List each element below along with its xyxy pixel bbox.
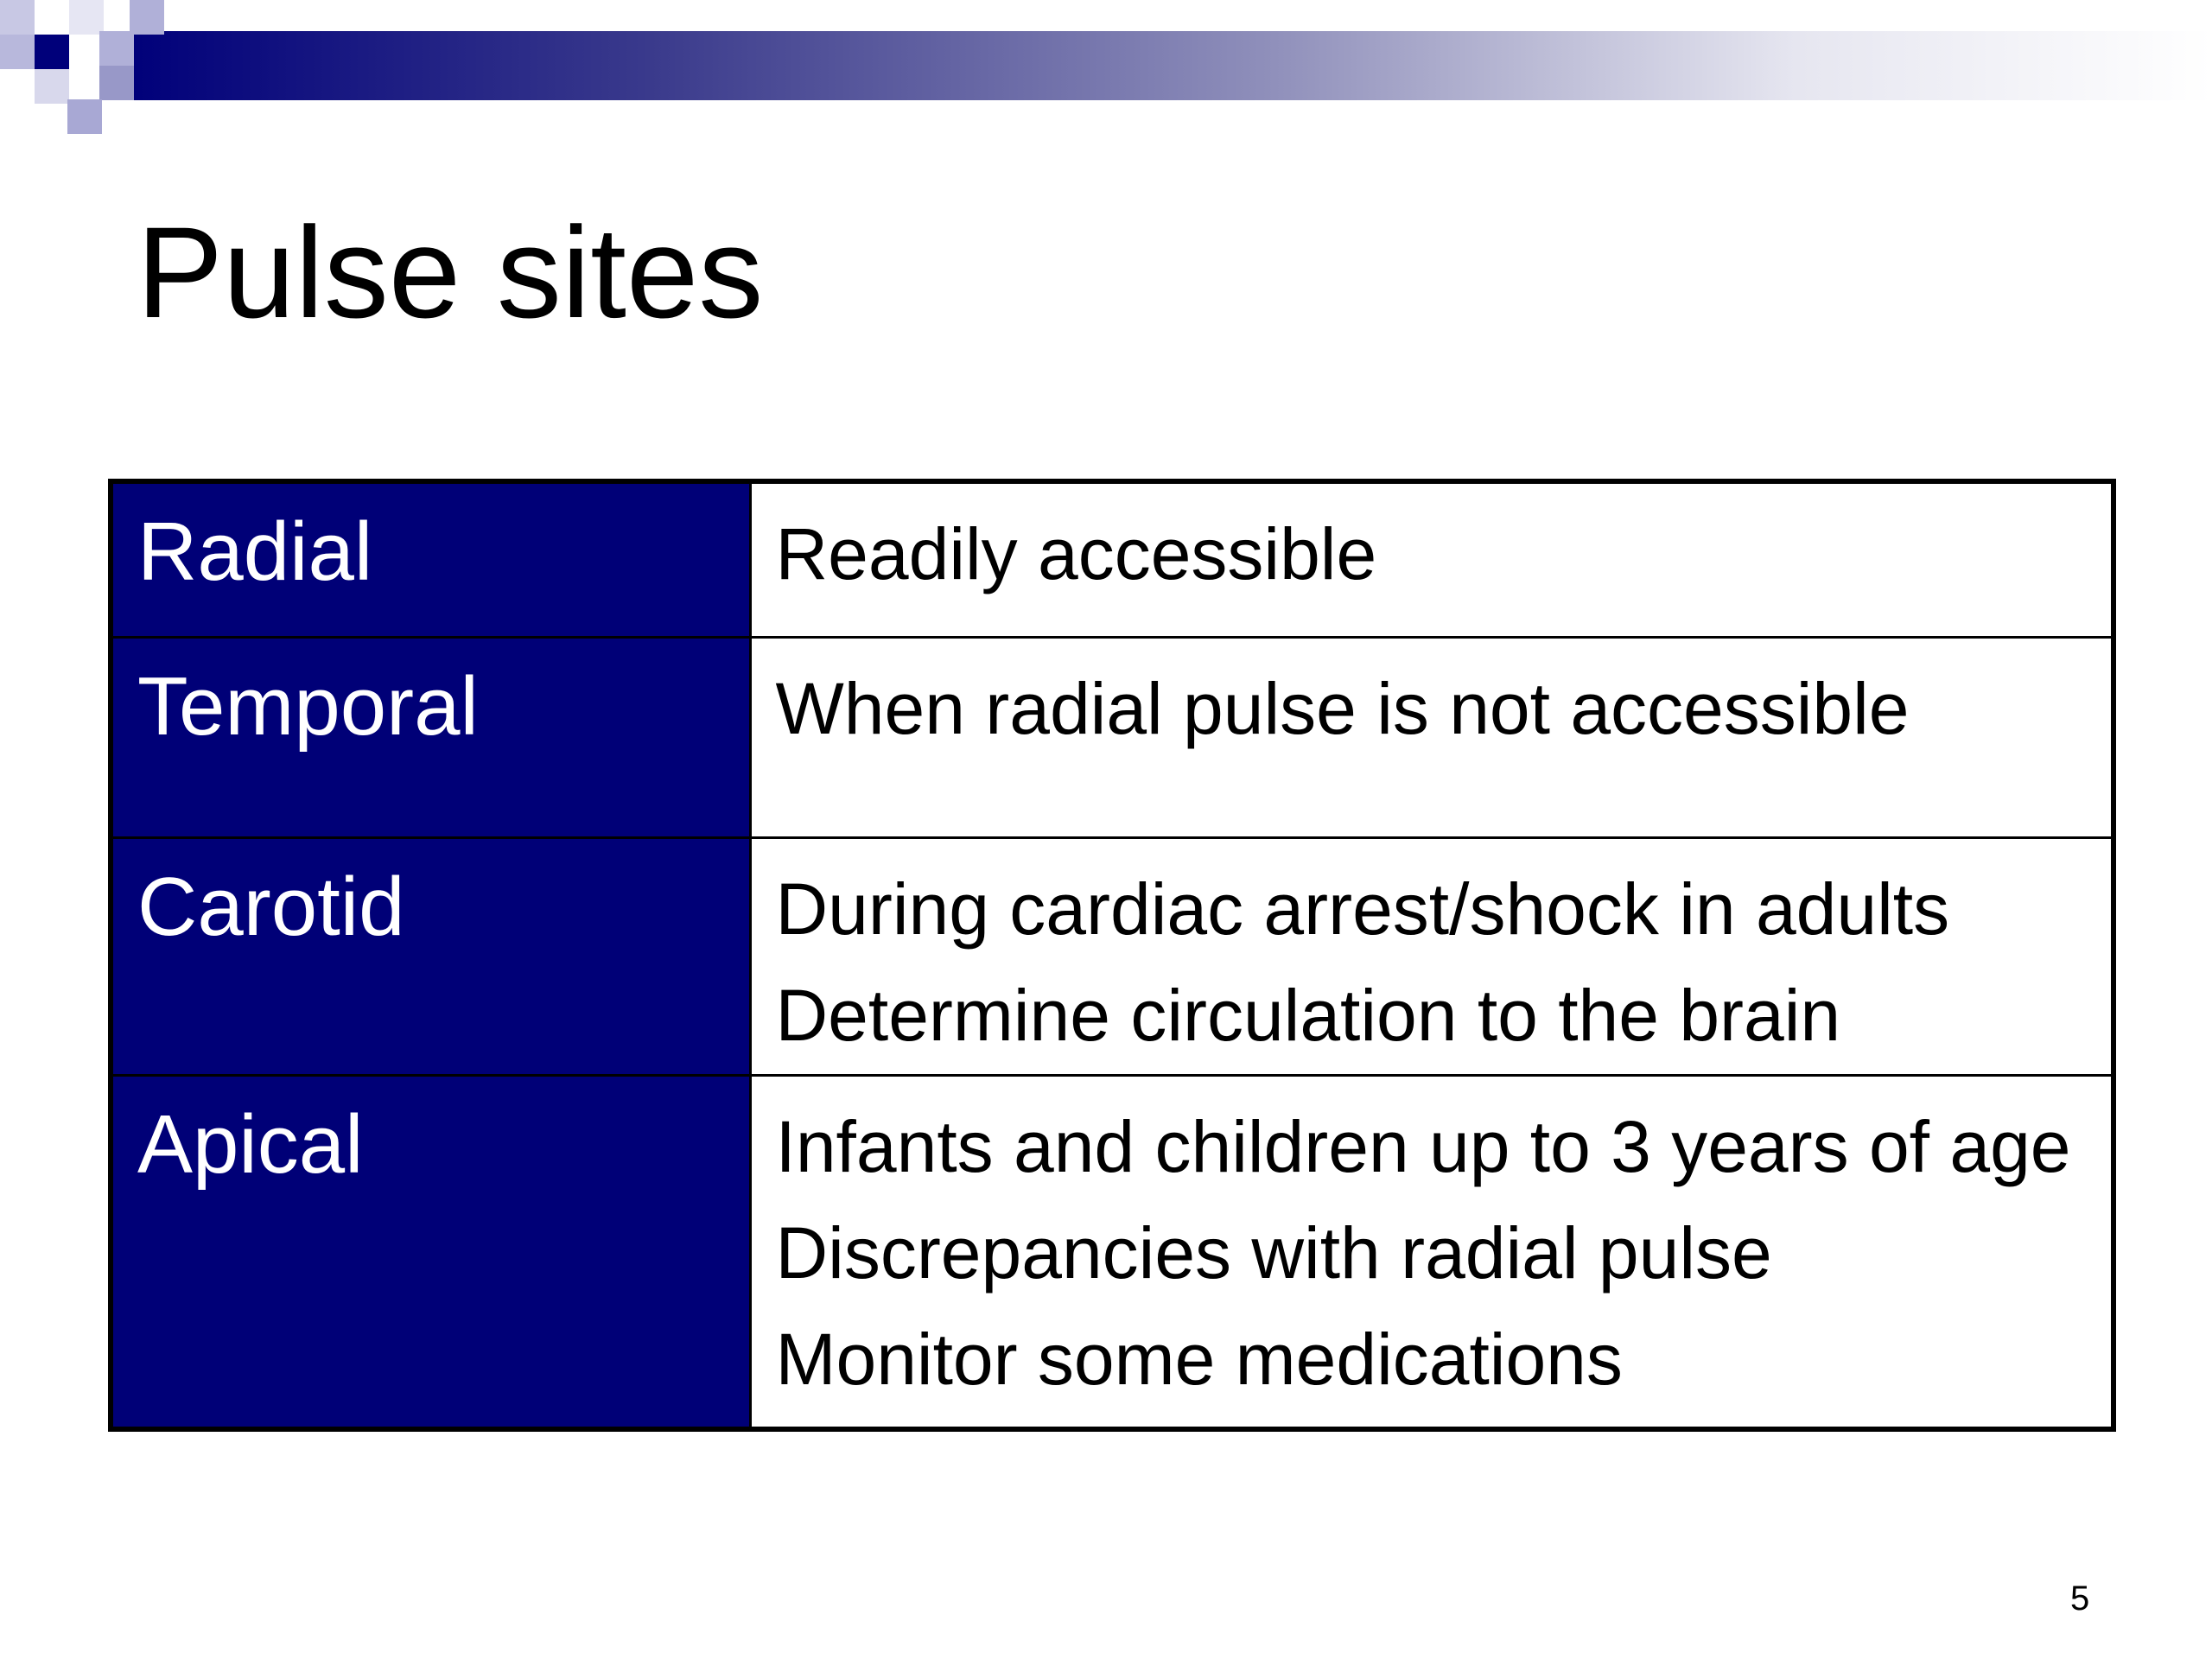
header-square (35, 69, 69, 104)
header-square (35, 0, 69, 35)
header-square (35, 35, 69, 69)
description-line: When radial pulse is not accessible (775, 667, 1910, 749)
header-square (130, 0, 164, 35)
description-line: During cardiac arrest/shock in adults (775, 868, 1950, 950)
site-description-cell (750, 1075, 2113, 1429)
site-name-cell: Temporal (111, 637, 750, 837)
header-square (67, 99, 102, 134)
site-name-cell: Carotid (111, 837, 750, 1075)
header-square (99, 66, 134, 100)
header-square (99, 31, 134, 66)
site-description-cell (750, 637, 2113, 837)
table-row (111, 481, 2113, 637)
table-row (111, 1075, 2113, 1429)
header-square (69, 0, 104, 35)
site-name-cell: Radial (111, 481, 750, 637)
header-square (0, 69, 35, 104)
description-line: Monitor some medications (775, 1318, 1623, 1400)
slide-title: Pulse sites (137, 200, 764, 345)
site-description-cell (750, 837, 2113, 1075)
site-name-cell: Apical (111, 1075, 750, 1429)
table-row (111, 637, 2113, 837)
header-square (69, 35, 104, 69)
page-number: 5 (2070, 1580, 2090, 1618)
header-square (0, 35, 35, 69)
description-line: Readily accessible (775, 513, 1377, 594)
header-square (0, 0, 35, 35)
site-description-cell (750, 481, 2113, 637)
description-line: Discrepancies with radial pulse (775, 1211, 1772, 1294)
table-row (111, 837, 2113, 1075)
description-line: Determine circulation to the brain (775, 974, 1841, 1056)
pulse-sites-table (108, 479, 2116, 1432)
description-line: Infants and children up to 3 years of age (775, 1105, 2071, 1187)
header-gradient-bar (130, 31, 2212, 100)
